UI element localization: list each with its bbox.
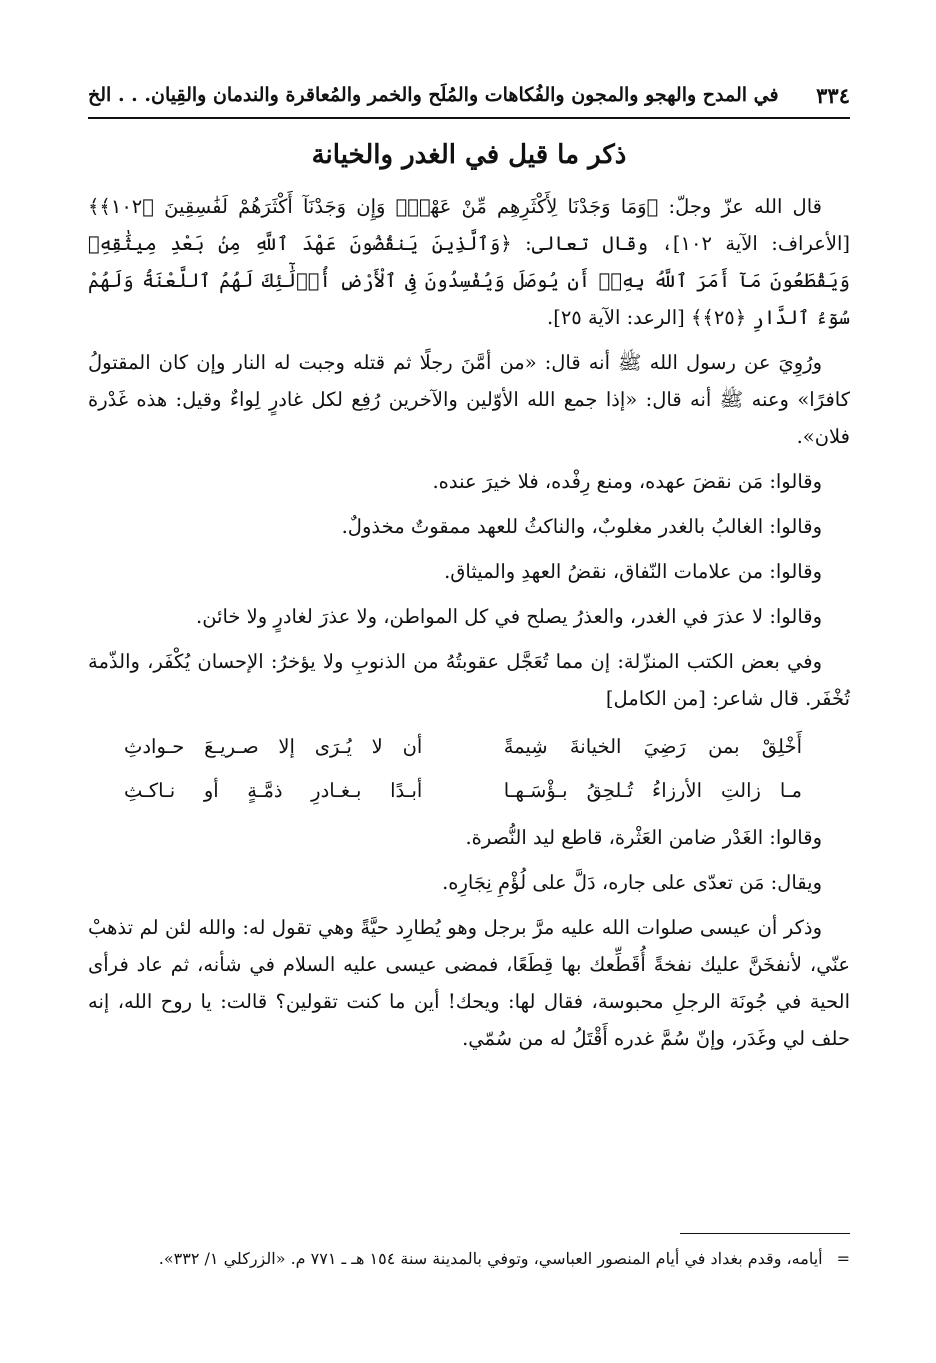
page-header (88, 78, 850, 112)
paragraph-scriptures: وفي بعض الكتب المنزّلة: إن مما تُعَجَّل عقوبتُهُ من الذنوبِ ولا يؤخرُ: الإحسان يُكْفَر، والذّمة تُخْفَر. قال شاعر: [من الكامل] (88, 650, 850, 710)
poem-line (124, 769, 802, 813)
page-number: ٣٣٤ (816, 82, 850, 108)
header-rule (88, 117, 850, 119)
paragraph-quran-verses: قال الله عزّ وجلّ: ﴿وَمَا وَجَدْنَا لِأَكْثَرِهِم مِّنْ عَهْدٍۖ وَإِن وَجَدْنَآ أَكْثَرَهُمْ لَفَٰسِقِينَ ﴿١٠٢﴾﴾ [الأعراف: الآية ١٠٢]، وقال تعالى: ﴿وَٱلَّذِينَ يَنقُضُونَ عَهْدَ ٱللَّهِ مِنۢ بَعْدِ مِيثَٰقِهِۦ وَيَقْطَعُونَ مَآ أَمَرَ ٱللَّهُ بِهِۦٓ أَن يُوصَلَ وَيُفْسِدُونَ فِى ٱلْأَرْضِ أُو۟لَٰٓئِكَ لَهُمُ ٱللَّعْنَةُ وَلَهُمْ سُوٓءُ ٱلدَّارِ ﴿٢٥﴾﴾ [الرعد: الآية ٢٥]. (88, 195, 850, 329)
paragraph-saying-5: وقالوا: الغَدْر ضامن العَثْرة، قاطع ليد النُّصرة. (465, 826, 822, 849)
footnote-continuation-mark: = (836, 1249, 850, 1268)
section-title: ذكر ما قيل في الغدر والخيانة (311, 140, 627, 170)
paragraph-saying-2: وقالوا: الغالبُ بالغدر مغلوبٌ، والناكثُ للعهد ممقوتٌ مخذولٌ. (341, 515, 822, 538)
poem-hemistich-second: أن لا يُـرَى إلا صـريـعَ حـوادثِ (124, 735, 423, 758)
footnote-text: أيامه، وقدم بغداد في أيام المنصور العباسي، وتوفي بالمدينة سنة ١٥٤ هـ ـ ٧٧١ م. «الزركلي ١/ ٣٣٢». (158, 1249, 823, 1268)
paragraph-hadith: ورُوِيَ عن رسول الله ﷺ أنه قال: «من أمَّنَ رجلًا ثم قتله وجبت له النار وإن كان المقتولُ كافرًا» وعنه ﷺ أنه قال: «إذا جمع الله الأوّلين والآخرين رُفِع لكل غادرٍ لِواءٌ وقيل: هذه غَدْرة فلان». (88, 351, 850, 448)
footnote (88, 1244, 850, 1274)
paragraph-jesus-story: وذكر أن عيسى صلوات الله عليه مرَّ برجل وهو يُطارِد حيَّةً وهي تقول له: والله لئن لم تذهبْ عنّي، لأنفخَنَّ عليك نفخةً أُقَطِّعك بها قِطَعًا، فمضى عيسى عليه السلام في شأنه، ثم عاد فرأى الحية في جُونَة الرجلِ محبوسة، فقال لها: ويحك! أين ما كنت تقولين؟ قالت: يا روح الله، إنه حلف لي وغَدَر، وإنّ سُمَّ غدره أَقْتَلُ له من سُمّي. (88, 916, 850, 1050)
poem-line (124, 725, 802, 769)
running-title: في المدح والهجو والمجون والفُكاهات والمُلَح والخمر والمُعاقرة والندمان والقِيان. . . الخ (88, 84, 779, 106)
poem-hemistich-second: أبـدًا بـغـادرِ ذمَّـةٍ أو نـاكـثِ (124, 779, 423, 802)
poem-hemistich-first: أَخْلِقْ بمن رَضِيَ الخيانةَ شِيمةً (503, 735, 802, 758)
paragraph-saying-1: وقالوا: مَن نقضَ عهده، ومنع رِفْده، فلا خيرَ عنده. (432, 470, 822, 493)
paragraph-saying-3: وقالوا: من علامات النّفاق، نقضُ العهدِ والميثاق. (444, 560, 822, 583)
main-text (88, 188, 850, 1065)
paragraph-saying-6: ويقال: مَن تعدّى على جاره، دَلَّ على لُؤْمِ نِجَارِه. (442, 871, 822, 894)
poem-hemistich-first: مـا زالتِ الأرزاءُ تُـلحِقُ بـؤْسَـهـا (503, 779, 802, 802)
paragraph-saying-4: وقالوا: لا عذرَ في الغدر، والعذرُ يصلح في كل المواطن، ولا عذرَ لغادرٍ ولا خائن. (196, 605, 822, 628)
poem (88, 725, 850, 813)
footnote-rule (680, 1233, 850, 1234)
